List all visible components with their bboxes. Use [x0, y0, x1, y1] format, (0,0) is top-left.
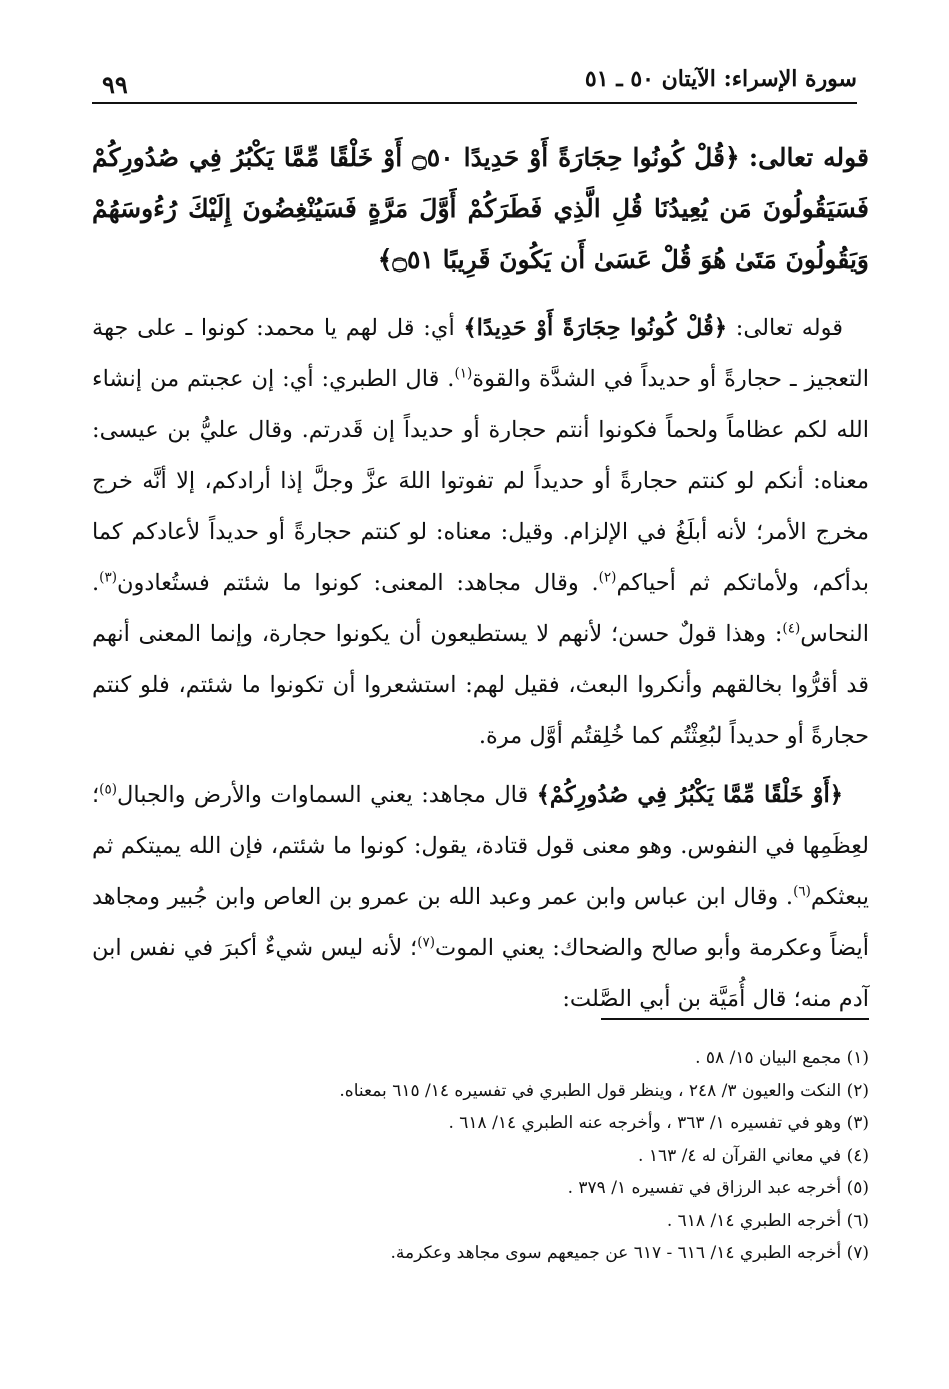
verse-text: ﴿قُلْ كُونُوا حِجَارَةً أَوْ حَدِيدًا ۝٥٠ أَوْ خَلْقًا مِّمَّا يَكْبُرُ فِي صُدُورِكُمْ فَسَيَقُولُونَ مَن يُعِيدُنَا قُلِ الَّذِي فَطَرَكُمْ أَوَّلَ مَرَّةٍ فَسَيُنْغِضُونَ إِلَيْكَ رُءُوسَهُمْ وَيَقُولُونَ مَتَىٰ هُوَ قُلْ عَسَىٰ أَن يَكُونَ قَرِيبًا ۝٥١﴾ [92, 143, 869, 274]
footnote-6: (٦) أخرجه الطبري ١٤/ ٦١٨ . [666, 1210, 869, 1231]
p1-text-d: . النحاس [92, 570, 869, 647]
p1-text-e: : وهذا قولٌ حسن؛ لأنهم لا يستطيعون أن يكونوا حجارة، وإنما المعنى أنهم قد أقرُّوا بخالقهم وأنكروا البعث، فقيل لهم: استشعروا أن تكونوا ما شئتم، فلو كنتم حجارةً أو حديداً لبُعِثْتُم كما خُلِقتُم أوَّل مرة. [92, 621, 869, 749]
footnote-5: (٥) أخرجه عبد الرزاق في تفسيره ١/ ٣٧٩ . [567, 1178, 869, 1198]
footnote-ref-2: (٢) [598, 569, 617, 586]
p1-quote: ﴿قُلْ كُونُوا حِجَارَةً أَوْ حَدِيدًا﴾ [463, 315, 727, 341]
footnote-ref-5: (٥) [99, 781, 117, 798]
p2-text-a: قال مجاهد: يعني السماوات والأرض والجبال [116, 782, 537, 808]
footnote-2: (٢) النكت والعيون ٣/ ٢٤٨ ، وينظر قول الطبري في تفسيره ١٤/ ٦١٥ بمعناه. [339, 1080, 869, 1101]
commentary-paragraph-1 [92, 303, 869, 762]
p1-lead: قوله تعالى: [727, 315, 843, 341]
p1-text-b: . قال الطبري: أي: إن عجبتم من إنشاء الله لكم عظاماً ولحماً فكونوا أنتم حجارة أو حديداً إن قَدرتم. وقال عليُّ بن عيسى: معناه: أنكم لو كنتم حجارةً أو حديداً لم تفوتوا اللهَ عزَّ وجلَّ إذا أرادكم، إلا أنَّه خرج مخرج الأمر؛ لأنه أبلَغُ في الإلزام. وقيل: معناه: لو كنتم حجارةً أو حديداً لأعادكم كما بدأكم، ولأماتكم ثم أحياكم [92, 366, 869, 596]
header-title: سورة الإسراء: الآيتان ٥٠ ـ ٥١ [584, 66, 857, 92]
page-number: ٩٩ [102, 70, 128, 99]
footnote-3: (٣) وهو في تفسيره ١/ ٣٦٣ ، وأخرجه عنه الطبري ١٤/ ٦١٨ . [448, 1113, 869, 1133]
p1-text-a: أي: قل لهم يا محمد: كونوا ـ على جهة التعجيز ـ حجارةً أو حديداً في الشدَّة والقوة [92, 315, 869, 392]
p2-text-d: ؛ لأنه ليس شيءٌ أكبرَ في نفس ابن آدم منه؛ قال أُمَيَّة بن أبي الصَّلت: [92, 935, 869, 1012]
footnote-1: (١) مجمع البيان ١٥/ ٥٨ . [695, 1048, 869, 1068]
footnote-divider [601, 1018, 869, 1020]
p1-text-c: . وقال مجاهد: المعنى: كونوا ما شئتم فستُعادون [116, 570, 599, 596]
footnote-ref-4: (٤) [782, 620, 801, 637]
p2-text-c: . وقال ابن عباس وابن عمر وعبد الله بن عمرو بن العاص وابن جُبير ومجاهد أيضاً وعكرمة وأبو صالح والضحاك: يعني الموت [92, 884, 869, 961]
footnote-7: (٧) أخرجه الطبري ١٤/ ٦١٦ - ٦١٧ عن جميعهم سوى مجاهد وعكرمة. [390, 1243, 869, 1263]
footnote-ref-3: (٣) [99, 569, 117, 586]
footnote-ref-7: (٧) [417, 934, 436, 951]
footnote-ref-1: (١) [454, 365, 473, 382]
verse-block [92, 132, 869, 285]
p2-text-b: ؛ لعِظَمِها في النفوس. وهو معنى قول قتادة، يقول: كونوا ما شئتم، فإن الله يميتكم ثم يبعثكم [92, 782, 869, 910]
verse-lead: قوله تعالى: [748, 143, 870, 172]
footnote-ref-6: (٦) [793, 883, 811, 900]
main-text [92, 132, 869, 1025]
footnote-4: (٤) في معاني القرآن له ٤/ ١٦٣ . [638, 1145, 869, 1166]
commentary-paragraph-2 [92, 770, 869, 1025]
p2-quote: ﴿أَوْ خَلْقًا مِّمَّا يَكْبُرُ فِي صُدُورِكُمْ﴾ [536, 782, 843, 808]
running-header [92, 62, 857, 104]
footnotes [92, 1042, 869, 1270]
